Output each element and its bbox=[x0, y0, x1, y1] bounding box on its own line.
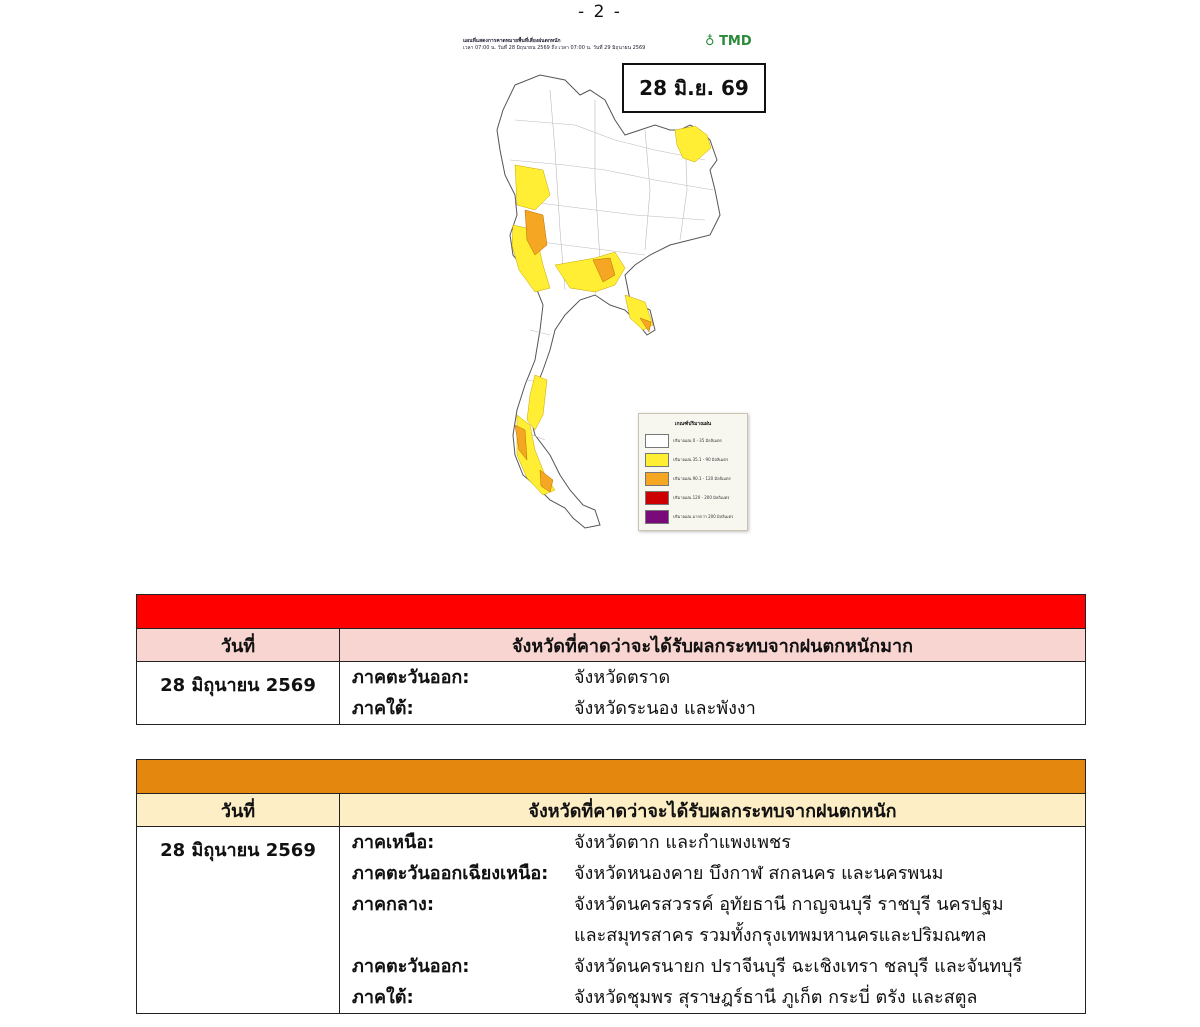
map-legend bbox=[638, 413, 748, 531]
page-number: - 2 - bbox=[578, 2, 622, 22]
legend-swatch bbox=[645, 434, 669, 448]
legend-item bbox=[645, 451, 747, 468]
province-list: จังหวัดนครนายก ปราจีนบุรี ฉะเชิงเทรา ชลบุรี และจันทบุรี bbox=[574, 956, 1023, 977]
date-cell: 28 มิถุนายน 2569 bbox=[137, 827, 340, 1014]
color-bar-cell bbox=[137, 760, 1086, 794]
tmd-logo: ♁ TMD bbox=[705, 34, 752, 49]
legend-label: ปริมาณฝน 120 - 200 มิลลิเมตร bbox=[673, 495, 730, 500]
province-list: จังหวัดตราด bbox=[574, 667, 671, 688]
province-list: จังหวัดตาก และกำแพงเพชร bbox=[574, 832, 791, 853]
map-header-subtitle: เวลา 07:00 น. วันที่ 28 มิถุนายน 2569 ถึง เวลา 07:00 น. วันที่ 29 มิถุนายน 2569 bbox=[463, 45, 646, 51]
legend-label: ปริมาณฝน 90.1 - 120 มิลลิเมตร bbox=[673, 476, 731, 481]
table-row bbox=[137, 827, 1086, 1014]
region-line bbox=[340, 693, 1085, 724]
province-list: และสมุทรสาคร รวมทั้งกรุงเทพมหานครและปริมณฑล bbox=[574, 925, 987, 946]
province-list: จังหวัดหนองคาย บึงกาฬ สกลนคร และนครพนม bbox=[574, 863, 944, 884]
legend-swatch bbox=[645, 491, 669, 505]
region-line bbox=[340, 889, 1085, 920]
region-label: ภาคตะวันออก: bbox=[352, 956, 470, 977]
provinces-cell bbox=[340, 662, 1086, 725]
region-label: ภาคใต้: bbox=[352, 987, 414, 1008]
map-header bbox=[463, 38, 653, 52]
logo-icon: ♁ bbox=[705, 34, 715, 49]
region-line bbox=[340, 858, 1085, 889]
table-color-bar bbox=[137, 595, 1086, 629]
region-line bbox=[340, 920, 1085, 951]
legend-item bbox=[645, 508, 747, 525]
column-header-provinces: จังหวัดที่คาดว่าจะได้รับผลกระทบจากฝนตกหนัก bbox=[340, 794, 1086, 827]
legend-swatch bbox=[645, 472, 669, 486]
rainfall-map bbox=[455, 30, 765, 535]
legend-item bbox=[645, 470, 747, 487]
province-list: จังหวัดชุมพร สุราษฎร์ธานี ภูเก็ต กระบี่ ตรัง และสตูล bbox=[574, 987, 978, 1008]
legend-item bbox=[645, 432, 747, 449]
column-header-date: วันที่ bbox=[137, 794, 340, 827]
province-list: จังหวัดระนอง และพังงา bbox=[574, 698, 756, 719]
region-line bbox=[340, 827, 1085, 858]
region-label: ภาคใต้: bbox=[352, 698, 414, 719]
region-label bbox=[340, 920, 574, 951]
table-row bbox=[137, 662, 1086, 725]
legend-item bbox=[645, 489, 747, 506]
table-color-bar bbox=[137, 760, 1086, 794]
region-line bbox=[340, 982, 1085, 1013]
column-header-date: วันที่ bbox=[137, 629, 340, 662]
legend-swatch bbox=[645, 453, 669, 467]
table-header-row bbox=[137, 794, 1086, 827]
date-cell: 28 มิถุนายน 2569 bbox=[137, 662, 340, 725]
map-date-label: 28 มิ.ย. 69 bbox=[622, 63, 766, 113]
region-line bbox=[340, 662, 1085, 693]
legend-swatch bbox=[645, 510, 669, 524]
provinces-cell bbox=[340, 827, 1086, 1014]
region-line bbox=[340, 951, 1085, 982]
column-header-provinces: จังหวัดที่คาดว่าจะได้รับผลกระทบจากฝนตกหนักมาก bbox=[340, 629, 1086, 662]
region-label: ภาคตะวันออกเฉียงเหนือ: bbox=[352, 863, 549, 884]
legend-label: ปริมาณฝน 0 - 35 มิลลิเมตร bbox=[673, 438, 722, 443]
region-label: ภาคเหนือ: bbox=[352, 832, 435, 853]
region-label: ภาคกลาง: bbox=[352, 894, 435, 915]
legend-title: เกณฑ์ปริมาณฝน bbox=[674, 421, 712, 427]
legend-label: ปริมาณฝน 35.1 - 90 มิลลิเมตร bbox=[673, 457, 729, 462]
legend-label: ปริมาณฝน มากกว่า 200 มิลลิเมตร bbox=[673, 514, 734, 519]
region-label: ภาคตะวันออก: bbox=[352, 667, 470, 688]
color-bar-cell bbox=[137, 595, 1086, 629]
heavy-rain-table bbox=[136, 759, 1086, 1014]
map-header-title: แผนที่แสดงการคาดหมายพื้นที่เสี่ยงฝนตกหนัก bbox=[463, 38, 561, 44]
table-header-row bbox=[137, 629, 1086, 662]
province-list: จังหวัดนครสวรรค์ อุทัยธานี กาญจนบุรี ราชบุรี นครปฐม bbox=[574, 894, 1004, 915]
very-heavy-rain-table bbox=[136, 594, 1086, 725]
